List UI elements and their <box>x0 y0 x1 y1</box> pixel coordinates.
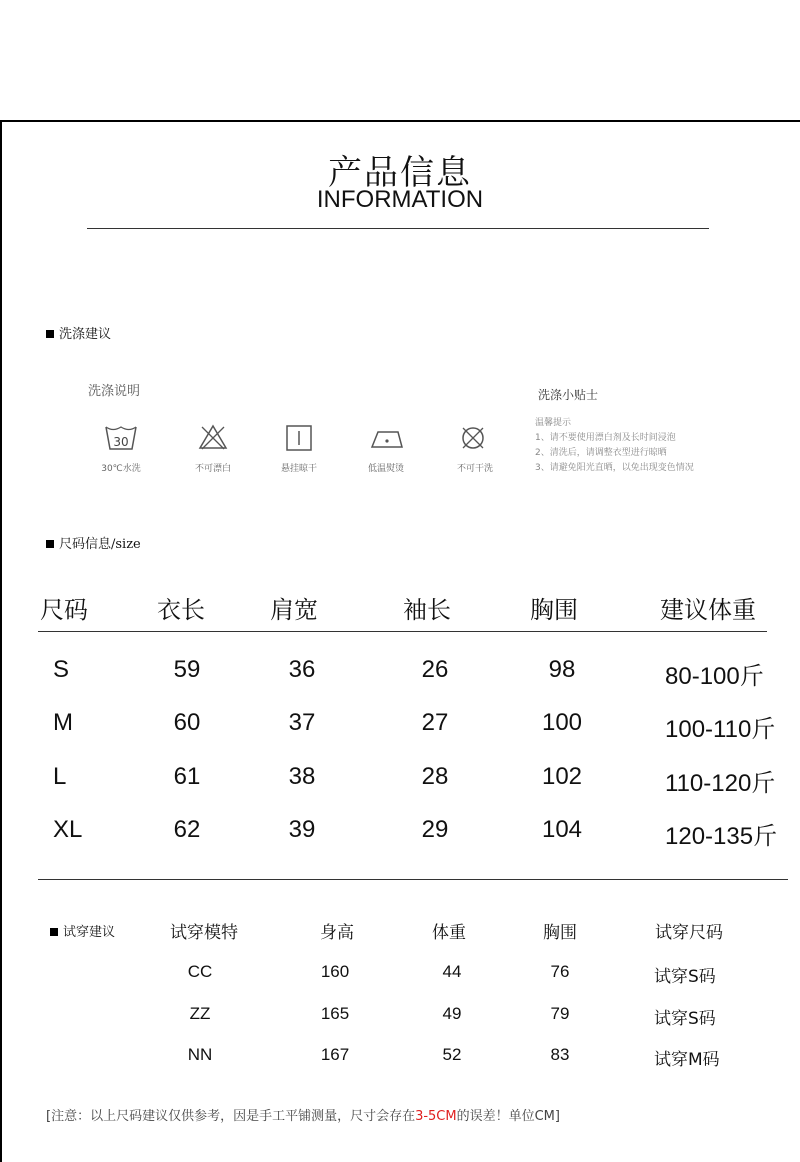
size-cell: 59 <box>173 656 201 683</box>
size-cell: 28 <box>421 763 449 790</box>
fit-section-title: 试穿建议 <box>63 925 116 940</box>
tips-line: 温馨提示 <box>535 418 572 428</box>
fit-cell: 165 <box>320 1004 350 1023</box>
note-prefix: [注意：以上尺码建议仅供参考，因是手工平铺测量，尺寸会存在 <box>46 1109 416 1124</box>
care-label-no-bleach: 不可漂白 <box>194 464 231 474</box>
note-suffix: 的误差！单位CM] <box>456 1109 560 1124</box>
wash-temp-text: 30 <box>113 435 129 449</box>
fit-cell: 52 <box>442 1045 462 1064</box>
low-iron-icon <box>368 426 406 450</box>
fit-cell: 44 <box>442 962 462 981</box>
size-cell: 29 <box>421 816 449 843</box>
size-header-length: 衣长 <box>157 596 205 624</box>
size-header-weight: 建议体重 <box>660 596 756 624</box>
fit-cell: 试穿S码 <box>654 967 716 987</box>
size-cell: XL <box>53 816 83 843</box>
page-title: 产品信息 <box>328 153 472 193</box>
care-label-wash: 30℃水洗 <box>101 464 141 474</box>
size-table-bottom-divider <box>38 879 788 880</box>
size-cell: 98 <box>548 656 576 683</box>
care-label-hang-dry: 悬挂晾干 <box>280 464 317 474</box>
size-section-title: 尺码信息/size <box>59 537 141 552</box>
fit-header-chest: 胸围 <box>543 923 577 943</box>
fit-cell: 167 <box>320 1045 350 1064</box>
size-cell: 36 <box>288 656 316 683</box>
size-cell: 61 <box>173 763 201 790</box>
size-header-divider <box>38 631 767 632</box>
size-header-chest: 胸围 <box>530 596 578 624</box>
fit-cell: NN <box>187 1045 213 1064</box>
fit-header-height: 身高 <box>320 923 354 943</box>
care-label-no-dry-clean: 不可干洗 <box>456 464 493 474</box>
fit-cell: 试穿S码 <box>654 1009 716 1029</box>
size-header-shoulder: 肩宽 <box>270 596 318 624</box>
fit-cell: 49 <box>442 1004 462 1023</box>
size-cell: 27 <box>421 709 449 736</box>
fit-cell: 76 <box>550 962 570 981</box>
size-header-size: 尺码 <box>40 596 88 624</box>
size-cell: 62 <box>173 816 201 843</box>
no-dry-clean-icon <box>459 424 487 452</box>
washing-section-title: 洗涤建议 <box>59 327 112 342</box>
fit-cell: 79 <box>550 1004 570 1023</box>
size-section-heading <box>46 533 141 552</box>
fit-header-weight: 体重 <box>432 923 466 943</box>
note-highlight: 3-5CM <box>415 1109 457 1124</box>
washing-section-heading <box>46 323 111 342</box>
size-cell: 110-120斤 <box>665 770 776 797</box>
bullet-square-icon <box>50 928 58 936</box>
fit-cell: ZZ <box>189 1004 211 1023</box>
size-cell: 120-135斤 <box>665 823 778 850</box>
no-bleach-icon <box>198 423 228 451</box>
size-cell: 60 <box>173 709 201 736</box>
washing-tips-title: 洗涤小贴士 <box>538 388 599 402</box>
bullet-square-icon <box>46 330 54 338</box>
size-cell: 38 <box>288 763 316 790</box>
size-cell: 26 <box>421 656 449 683</box>
size-cell: 39 <box>288 816 316 843</box>
size-cell: 102 <box>541 763 583 790</box>
fit-cell: 试穿M码 <box>654 1050 720 1070</box>
size-cell: 37 <box>288 709 316 736</box>
tips-line: 2、清洗后，请调整衣型进行晾晒 <box>535 448 667 458</box>
fit-section-heading <box>50 921 115 940</box>
size-cell: S <box>53 656 70 683</box>
fit-cell: CC <box>187 962 213 981</box>
size-header-sleeve: 袖长 <box>403 596 451 624</box>
size-cell: 100 <box>541 709 583 736</box>
fit-cell: 83 <box>550 1045 570 1064</box>
fit-cell: 160 <box>320 962 350 981</box>
tips-line: 3、请避免阳光直晒，以免出现变色情况 <box>535 463 694 473</box>
care-instructions-title: 洗涤说明 <box>88 384 141 399</box>
hang-dry-icon <box>285 424 313 452</box>
size-cell: M <box>53 709 73 736</box>
title-divider <box>87 228 709 229</box>
fit-header-model: 试穿模特 <box>170 923 238 943</box>
size-cell: 100-110斤 <box>665 716 776 743</box>
size-cell: 104 <box>541 816 583 843</box>
size-cell: L <box>53 763 67 790</box>
page-subtitle: INFORMATION <box>316 186 484 213</box>
care-label-low-iron: 低温熨烫 <box>367 464 404 474</box>
tips-line: 1、请不要使用漂白剂及长时间浸泡 <box>535 433 676 443</box>
fit-header-size: 试穿尺码 <box>655 923 723 943</box>
bullet-square-icon <box>46 540 54 548</box>
wash-30-icon <box>104 424 138 452</box>
measurement-note <box>46 1105 560 1124</box>
size-cell: 80-100斤 <box>665 663 764 690</box>
